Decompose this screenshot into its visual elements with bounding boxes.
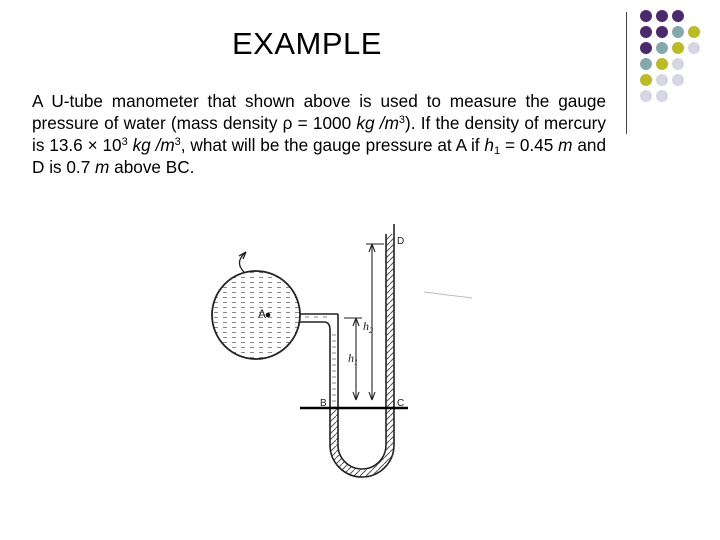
decorative-dot <box>640 74 652 86</box>
decorative-dot <box>688 42 700 54</box>
problem-text: ). If the density of mercury is 13.6 × 10 <box>32 113 606 155</box>
point-a-dot <box>266 313 271 318</box>
decorative-dot <box>656 10 668 22</box>
decorative-dot <box>672 74 684 86</box>
label-d: D <box>397 236 405 247</box>
decorative-dot <box>672 26 684 38</box>
exponent: 3 <box>174 136 181 148</box>
left-leg-water <box>331 330 337 408</box>
decorative-dot <box>640 10 652 22</box>
problem-text: = 0.45 <box>500 135 559 155</box>
slide-title: EXAMPLE <box>232 26 382 61</box>
label-c: C <box>397 398 405 409</box>
decorative-dot <box>640 58 652 70</box>
mercury-u-bend <box>330 408 394 477</box>
decorative-dot <box>656 74 668 86</box>
problem-text: above BC. <box>109 157 195 177</box>
exponent: 3 <box>121 136 128 148</box>
decorative-dot <box>640 26 652 38</box>
decorative-dot <box>640 90 652 102</box>
variable-h: h <box>484 135 494 155</box>
unit-text: kg /m <box>356 113 399 133</box>
problem-text: A U-tube manometer that shown above is used to measure the gauge pressure of water (mass density ρ = 1000 <box>32 91 606 133</box>
decorative-dot <box>656 26 668 38</box>
unit-text: kg /m <box>132 135 175 155</box>
decorative-dot <box>656 58 668 70</box>
label-a: A <box>258 307 267 321</box>
mercury-right-leg <box>386 234 394 408</box>
unit-text: m <box>95 157 110 177</box>
label-h1-letter: h <box>348 351 354 365</box>
decorative-dot <box>640 42 652 54</box>
decorative-dot <box>656 42 668 54</box>
label-h2-subscript: 2 <box>369 326 373 335</box>
label-h1-subscript: 1 <box>354 358 358 367</box>
problem-text: and D is 0.7 <box>32 135 607 177</box>
decorative-dot <box>672 10 684 22</box>
label-b: B <box>320 398 327 409</box>
leader-line <box>424 292 472 298</box>
decorative-dot <box>656 90 668 102</box>
exponent: 3 <box>398 114 406 126</box>
problem-text: , what will be the gauge pressure at A if <box>180 135 485 155</box>
manometer-diagram <box>186 200 486 500</box>
water-vessel <box>212 271 300 359</box>
subscript: 1 <box>493 145 501 157</box>
decorative-dot <box>672 58 684 70</box>
label-h2-letter: h <box>363 319 369 333</box>
divider-line <box>626 12 627 134</box>
decorative-dot <box>672 42 684 54</box>
problem-statement <box>32 90 606 178</box>
unit-text: m <box>558 135 573 155</box>
decorative-dot <box>688 26 700 38</box>
